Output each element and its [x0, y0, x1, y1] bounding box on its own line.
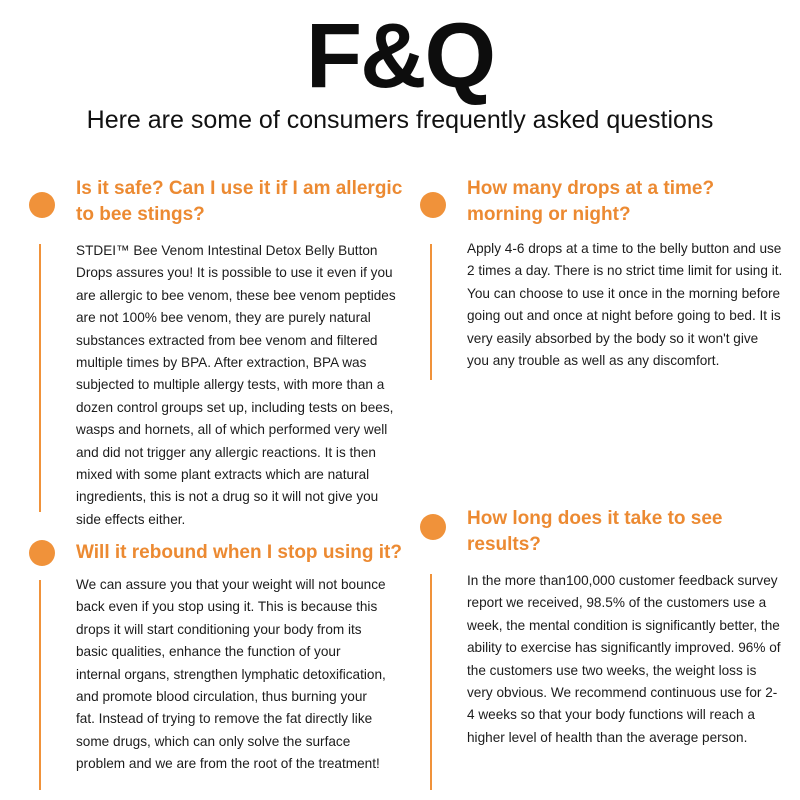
- faq-question: How long does it take to see results?: [467, 508, 723, 555]
- bullet-circle-icon: [29, 540, 55, 566]
- accent-bar: [39, 580, 41, 790]
- accent-bar: [430, 574, 432, 790]
- bullet-circle-icon: [29, 192, 55, 218]
- bullet-circle-icon: [420, 514, 446, 540]
- faq-answer: We can assure you that your weight will not bounce back even if you stop using it. This is because this drops it will start conditioning your body from its basic qualities, enhance the function of your internal organs, strengthen lymphatic detoxification, and promote blood circulation, thus burning your fat. Instead of trying to remove the fat directly like some drugs, which can only solve the surface problem and we are from the root of the treatment!: [76, 577, 386, 772]
- bullet-circle-icon: [420, 192, 446, 218]
- accent-bar: [39, 244, 41, 512]
- faq-question: Will it rebound when I stop using it?: [76, 542, 402, 563]
- page-title: F&Q: [305, 5, 495, 107]
- faq-question: How many drops at a time? morning or night?: [467, 178, 715, 225]
- faq-answer: Apply 4-6 drops at a time to the belly button and use 2 times a day. There is no strict time limit for using it. You can choose to use it once in the morning before going out and once at night before going to bed. It is very easily absorbed by the body so it won't give you any trouble as well as any discomfort.: [467, 241, 783, 369]
- page-subtitle: Here are some of consumers frequently asked questions: [86, 106, 714, 134]
- accent-bar: [430, 244, 432, 380]
- faq-answer: STDEI™ Bee Venom Intestinal Detox Belly Button Drops assures you! It is possible to use it even if you are allergic to bee venom, these bee venom peptides are not 100% bee venom, they are purely natural substances extracted from bee venom and filtered multiple times by BPA. After extraction, BPA was subjected to multiple allergy tests, with more than a dozen control groups set up, including tests on bees, wasps and hornets, all of which performed very well and did not trigger any allergic reactions. It is then mixed with some plant extracts which are natural ingredients, this is not a drug so it will not give you side effects either.: [76, 243, 396, 527]
- faq-answer: In the more than100,000 customer feedback survey report we received, 98.5% of the customers use a week, the mental condition is significantly better, the ability to exercise has significantly improved. 96% of the customers use two weeks, the weight loss is very obvious. We recommend continuous use for 2-4 weeks so that your body functions will reach a higher level of health than the average person.: [467, 573, 781, 745]
- faq-question: Is it safe? Can I use it if I am allergic to bee stings?: [76, 178, 403, 225]
